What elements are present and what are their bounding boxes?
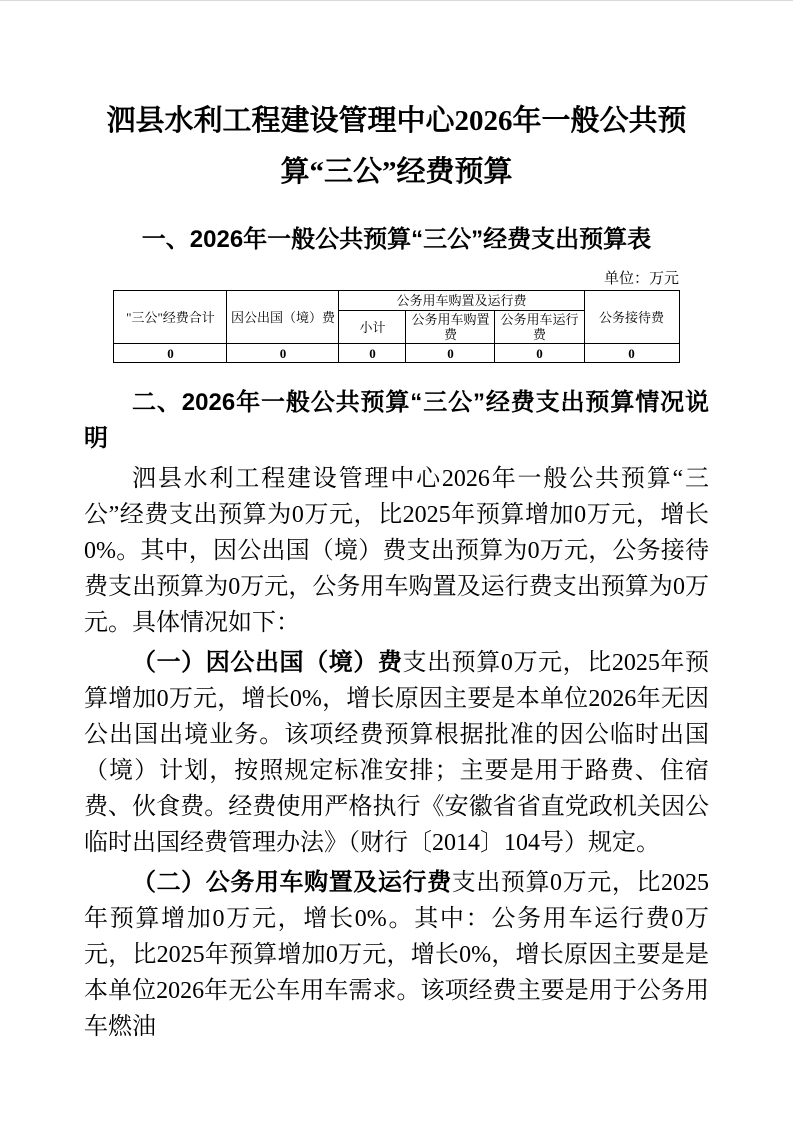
paragraph-item-two [84,865,709,1045]
sangong-expense-table [113,290,679,363]
value-total: 0 [114,344,227,363]
paragraph-item-one [84,645,709,861]
page-top-edge [0,0,793,1]
col-header-subtotal: 小计 [339,311,406,344]
col-header-total: "三公"经费合计 [114,291,227,344]
unit-note: 单位：万元 [603,271,679,287]
section-two-heading: 二、2026年一般公共预算“三公”经费支出预算情况说明 [84,389,709,452]
col-header-abroad: 因公出国（境）费 [227,291,339,344]
item-two-lead: （二）公务用车购置及运行费 [132,870,452,896]
item-two-text: 支出预算0万元，比2025年预算增加0万元，增长0%。其中：公务用车运行费0万元，比2025年预算增加0万元，增长0%，增长原因主要是是本单位2026年无公车用车需求。该项经费主要是用于公务用车燃油 [84,870,710,1040]
value-purchase: 0 [406,344,495,363]
value-subtotal: 0 [339,344,406,363]
section-one-heading: 一、2026年一般公共预算“三公”经费支出预算表 [141,226,652,253]
item-one-text: 支出预算0万元，比2025年预算增加0万元，增长0%，增长原因主要是本单位2026年无因公出国出境业务。该项经费预算根据批准的因公临时出国（境）计划，按照规定标准安排；主要是用于路费、住宿费、伙食费。经费使用严格执行《安徽省省直党政机关因公临时出国经费管理办法》（财行〔2014〕104号）规定。 [84,650,709,856]
col-header-reception: 公务接待费 [584,291,679,344]
value-operation: 0 [495,344,584,363]
value-reception: 0 [584,344,679,363]
item-one-lead: （一）因公出国（境）费 [132,650,403,676]
table-data-row [114,344,679,363]
col-header-operation: 公务用车运行费 [495,311,584,344]
intro-paragraph: 泗县水利工程建设管理中心2026年一般公共预算“三公”经费支出预算为0万元，比2025年预算增加0万元，增长0%。其中，因公出国（境）费支出预算为0万元，公务接待费支出预算为0万元，公务用车购置及运行费支出预算为0万元。具体情况如下： [84,466,709,636]
value-abroad: 0 [227,344,339,363]
col-group-vehicle: 公务用车购置及运行费 [339,291,584,311]
document-title: 泗县水利工程建设管理中心2026年一般公共预算“三公”经费预算 [106,105,687,188]
col-header-purchase: 公务用车购置费 [406,311,495,344]
